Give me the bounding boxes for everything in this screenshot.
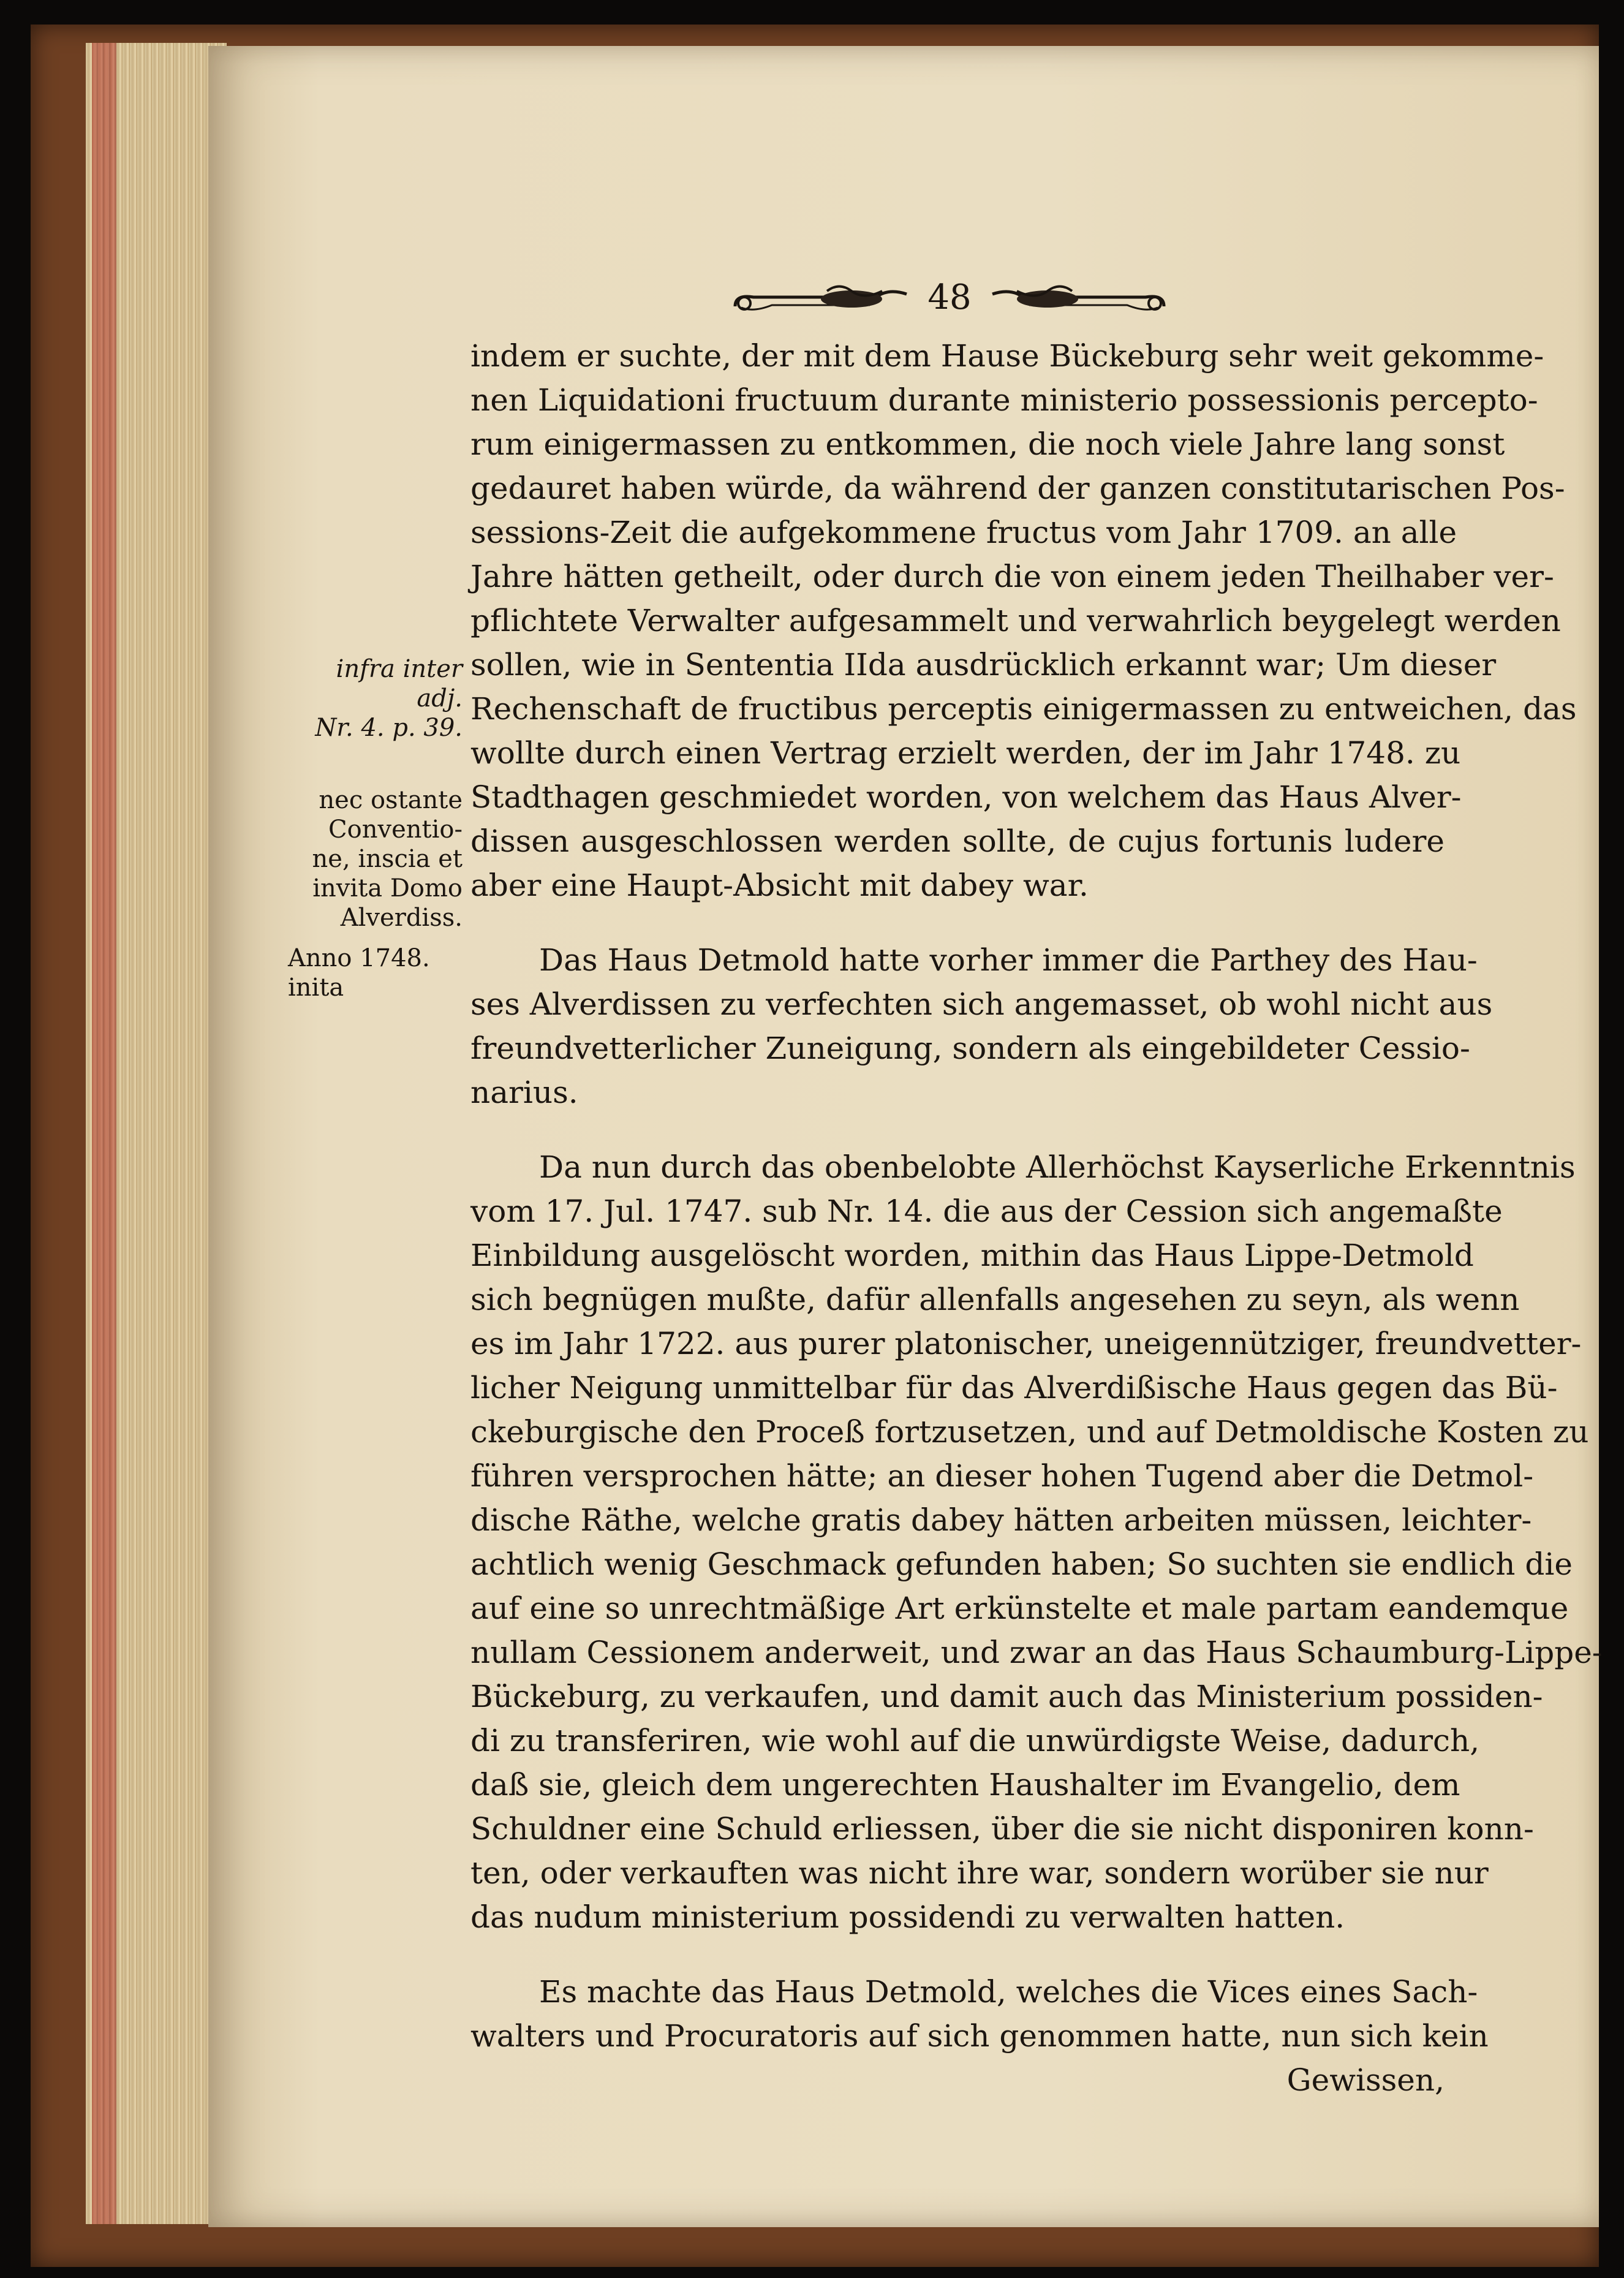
text-line: nullam Cessionem anderweit, und zwar an das Haus Schaumburg-Lippe- <box>470 1635 1603 1670</box>
text-line: nen Liquidationi fructuum durante ministerio possessionis percepto- <box>470 382 1538 418</box>
paragraph <box>470 334 1577 907</box>
page-number: 48 <box>927 277 972 317</box>
red-edge <box>92 43 116 2224</box>
text-line: rum einigermassen zu entkommen, die noch viele Jahre lang sonst <box>470 426 1505 462</box>
text-line: di zu transferiren, wie wohl auf die unwürdigste Weise, dadurch, <box>470 1723 1480 1758</box>
text-line: ckeburgische den Proceß fortzusetzen, und auf Detmoldische Kosten zu <box>470 1414 1589 1450</box>
scroll-ornament-icon <box>986 276 1170 319</box>
margin-note <box>288 654 463 743</box>
text-line: Rechenschaft de fructibus perceptis einigermassen zu entweichen, das <box>470 691 1577 727</box>
text-line: indem er suchte, der mit dem Hause Bückeburg sehr weit gekomme- <box>470 338 1544 374</box>
text-line: licher Neigung unmittelbar für das Alverdißische Haus gegen das Bü- <box>470 1370 1558 1406</box>
text-line: sessions-Zeit die aufgekommene fructus vom Jahr 1709. an alle <box>470 515 1457 550</box>
text-line: Bückeburg, zu verkaufen, und damit auch das Ministerium possiden- <box>470 1679 1543 1714</box>
text-line: Schuldner eine Schuld erliessen, über die sie nicht disponiren konn- <box>470 1811 1534 1847</box>
text-line: ses Alverdissen zu verfechten sich angemasset, ob wohl nicht aus <box>470 986 1493 1022</box>
text-line: Einbildung ausgelöscht worden, mithin das Haus Lippe-Detmold <box>470 1238 1474 1273</box>
text-line: Das Haus Detmold hatte vorher immer die Parthey des Hau- <box>539 942 1478 978</box>
margin-note-line: invita Domo <box>312 874 463 902</box>
text-line: Es machte das Haus Detmold, welches die Vices eines Sach- <box>539 1974 1478 2010</box>
margin-note-line: inita <box>288 974 344 1002</box>
text-line: das nudum ministerium possidendi zu verwalten hatten. <box>470 1899 1345 1935</box>
text-line: Da nun durch das obenbelobte Allerhöchst Kayserliche Erkenntnis <box>539 1149 1576 1185</box>
paragraph <box>470 938 1493 1114</box>
margin-note-line: nec ostante <box>319 786 463 814</box>
scroll-ornament-icon <box>729 276 913 319</box>
catchword: Gewissen, <box>1286 2062 1445 2098</box>
text-line: narius. <box>470 1075 578 1110</box>
text-line: aber eine Haupt-Absicht mit dabey war. <box>470 868 1089 903</box>
paragraph <box>470 1145 1603 1939</box>
margin-note-line: Nr. 4. p. 39. <box>315 714 463 742</box>
text-line: es im Jahr 1722. aus purer platonischer, uneigennütziger, freundvetter- <box>470 1326 1582 1361</box>
text-line: pflichtete Verwalter aufgesammelt und verwahrlich beygelegt werden <box>470 603 1561 638</box>
paragraph <box>470 1970 1489 2102</box>
text-line: wollte durch einen Vertrag erzielt werden, der im Jahr 1748. zu <box>470 735 1461 771</box>
text-line: dische Räthe, welche gratis dabey hätten arbeiten müssen, leichter- <box>470 1502 1532 1538</box>
text-line: achtlich wenig Geschmack gefunden haben; So suchten sie endlich die <box>470 1546 1573 1582</box>
margin-note-line: ne, inscia et <box>312 845 463 873</box>
margin-note-line: Conventio- <box>328 815 463 844</box>
text-line: vom 17. Jul. 1747. sub Nr. 14. die aus der Cession sich angemaßte <box>470 1194 1503 1229</box>
margin-note <box>288 785 463 933</box>
text-line: ten, oder verkauften was nicht ihre war, sondern worüber sie nur <box>470 1855 1489 1891</box>
text-line: walters und Procuratoris auf sich genommen hatte, nun sich kein <box>470 2018 1489 2054</box>
text-line: führen versprochen hätte; an dieser hohen Tugend aber die Detmol- <box>470 1458 1534 1494</box>
text-line: dissen ausgeschlossen werden sollte, de cujus fortunis ludere <box>470 823 1445 859</box>
margin-note <box>288 944 441 1002</box>
page-header <box>735 273 1164 322</box>
margin-note-line: infra inter adj. <box>336 655 463 713</box>
body-text <box>470 334 1603 2133</box>
text-line: sollen, wie in Sententia IIda ausdrücklich erkannt war; Um dieser <box>470 647 1497 683</box>
text-line: sich begnügen mußte, dafür allenfalls angesehen zu seyn, als wenn <box>470 1282 1520 1317</box>
text-line: Stadthagen geschmiedet worden, von welchem das Haus Alver- <box>470 779 1462 815</box>
margin-note-line: Anno 1748. <box>288 944 430 972</box>
text-line: daß sie, gleich dem ungerechten Haushalter im Evangelio, dem <box>470 1767 1460 1803</box>
margin-note-line: Alverdiss. <box>340 904 463 932</box>
text-line: auf eine so unrechtmäßige Art erkünstelte et male partam eandemque <box>470 1591 1569 1626</box>
text-line: gedauret haben würde, da während der ganzen constitutarischen Pos- <box>470 471 1565 506</box>
text-line: Jahre hätten getheilt, oder durch die von einem jeden Theilhaber ver- <box>470 559 1554 594</box>
text-line: freundvetterlicher Zuneigung, sondern als eingebildeter Cessio- <box>470 1031 1470 1066</box>
